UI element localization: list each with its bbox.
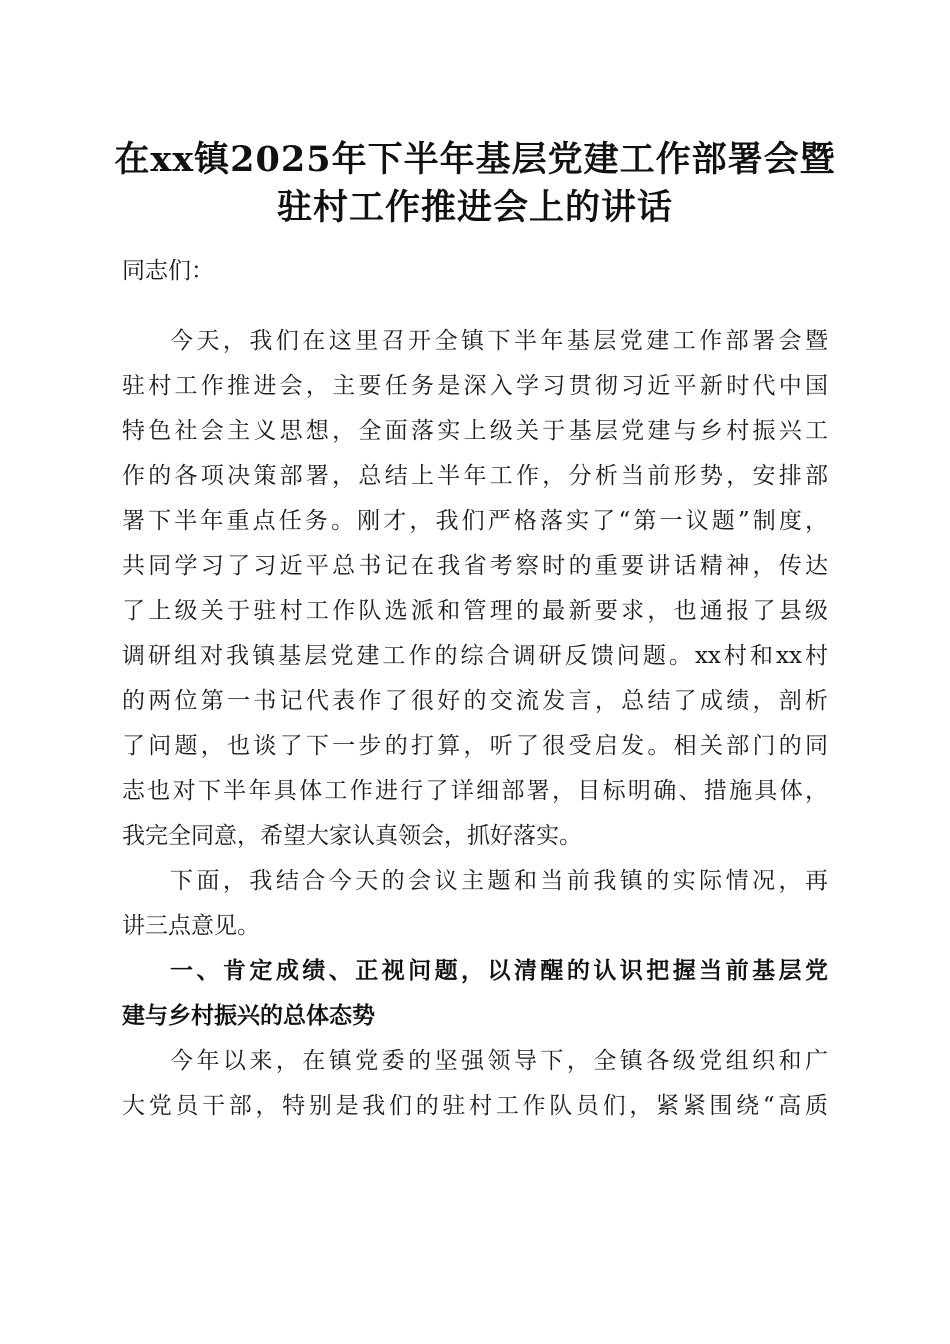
paragraph-1-line-1: 今天，我们在这里召开全镇下半年基层党建工作部署会暨 xyxy=(170,328,828,354)
paragraph-2-line-2: 讲三点意见。 xyxy=(122,913,260,939)
section-1-heading-line-2: 建与乡村振兴的总体态势 xyxy=(122,1003,375,1029)
paragraph-1-line-7: 了上级关于驻村工作队选派和管理的最新要求，也通报了县级 xyxy=(122,598,828,624)
paragraph-1-line-11: 志也对下半年具体工作进行了详细部署，目标明确、措施具体， xyxy=(122,778,828,804)
salutation: 同志们： xyxy=(122,258,214,284)
paragraph-1-line-6: 共同学习了习近平总书记在我省考察时的重要讲话精神，传达 xyxy=(122,553,828,579)
document-title-line-1: 在xx镇2025年下半年基层党建工作部署会暨 xyxy=(114,139,836,180)
paragraph-1-line-3: 特色社会主义思想，全面落实上级关于基层党建与乡村振兴工 xyxy=(122,418,828,444)
paragraph-2-line-1: 下面，我结合今天的会议主题和当前我镇的实际情况，再 xyxy=(170,868,828,894)
document-title-line-2: 驻村工作推进会上的讲话 xyxy=(276,187,673,228)
paragraph-1-line-8: 调研组对我镇基层党建工作的综合调研反馈问题。xx村和xx村 xyxy=(122,643,828,669)
section-1-heading-line-1: 一、肯定成绩、正视问题，以清醒的认识把握当前基层党 xyxy=(170,958,828,984)
paragraph-1-line-12: 我完全同意，希望大家认真领会，抓好落实。 xyxy=(122,823,582,849)
paragraph-1-line-10: 了问题，也谈了下一步的打算，听了很受启发。相关部门的同 xyxy=(122,733,828,759)
paragraph-1-line-5: 署下半年重点任务。刚才，我们严格落实了“第一议题”制度， xyxy=(122,508,828,534)
paragraph-1-line-4: 作的各项决策部署，总结上半年工作，分析当前形势，安排部 xyxy=(122,463,828,489)
paragraph-3-line-2: 大党员干部，特别是我们的驻村工作队员们，紧紧围绕“高质 xyxy=(122,1093,828,1119)
paragraph-1-line-9: 的两位第一书记代表作了很好的交流发言，总结了成绩，剖析 xyxy=(122,688,828,714)
paragraph-1-line-2: 驻村工作推进会，主要任务是深入学习贯彻习近平新时代中国 xyxy=(122,373,828,399)
paragraph-3-line-1: 今年以来，在镇党委的坚强领导下，全镇各级党组织和广 xyxy=(170,1048,828,1074)
